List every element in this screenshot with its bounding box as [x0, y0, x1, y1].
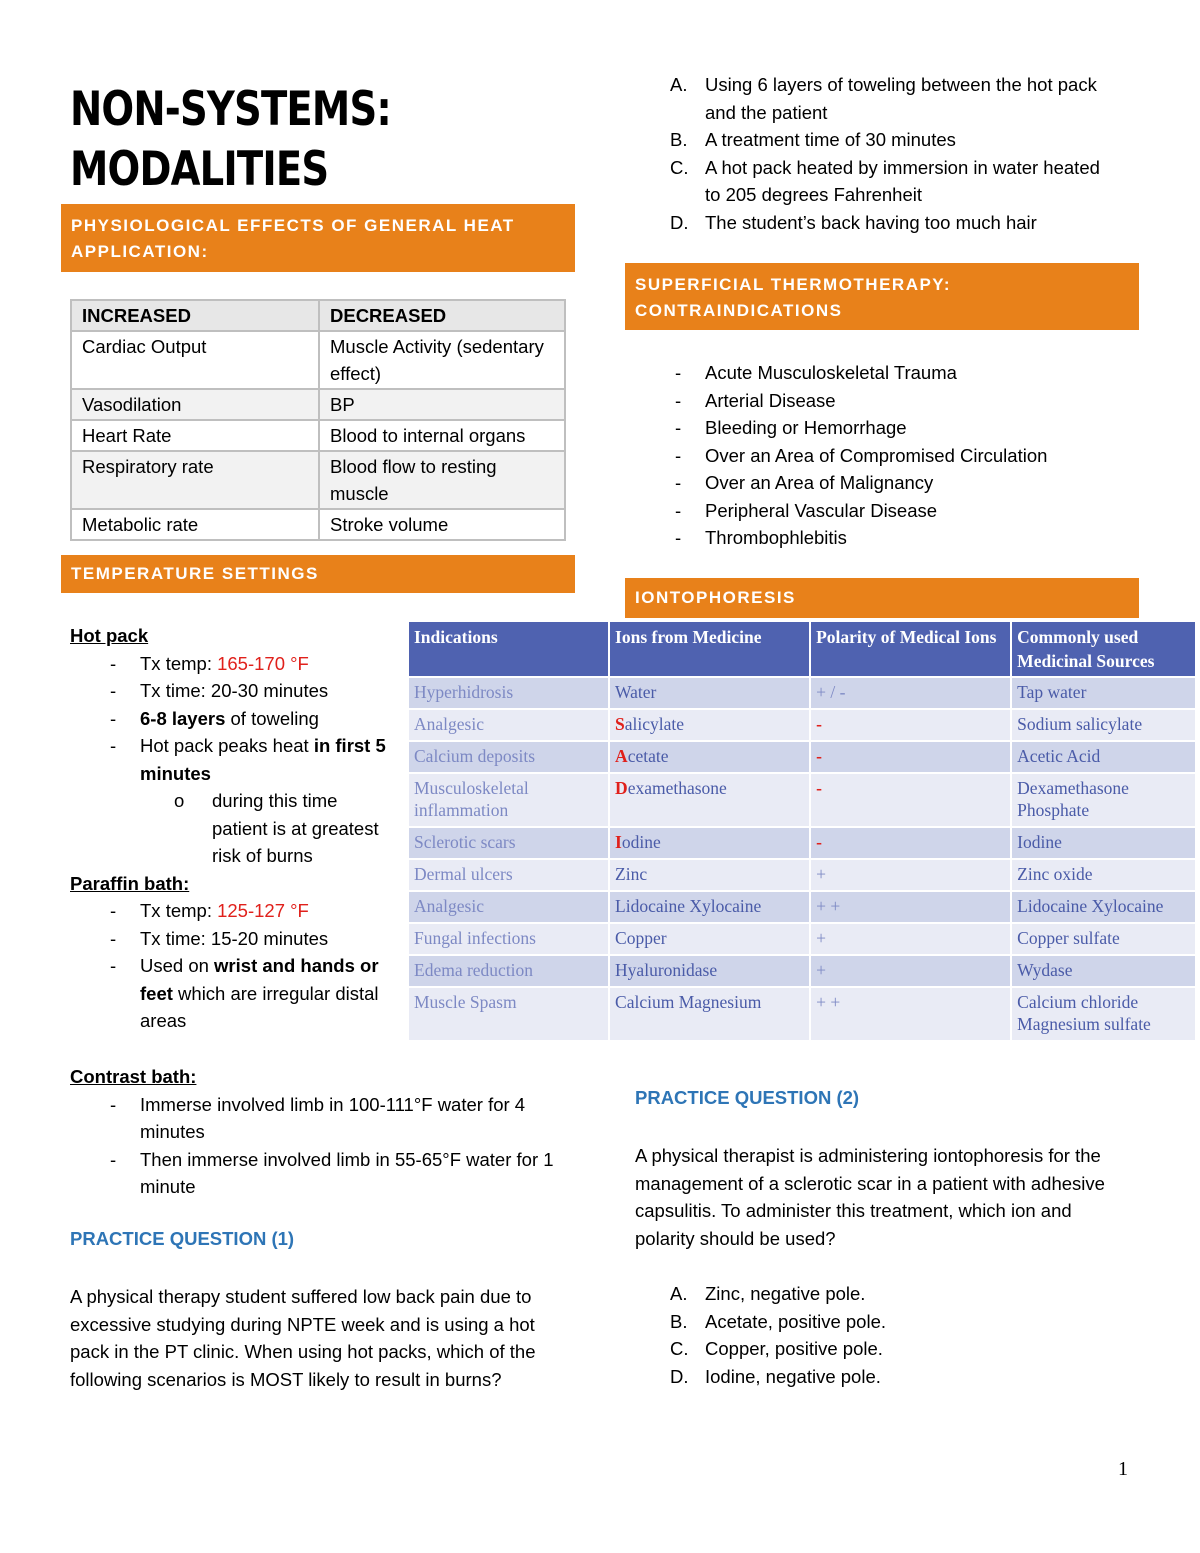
table-row: Heart Rate Blood to internal organs: [71, 420, 565, 451]
page-number: 1: [1118, 1458, 1128, 1480]
table-row: Metabolic rate Stroke volume: [71, 509, 565, 540]
table-header: DECREASED: [319, 300, 565, 331]
list-item: - Over an Area of Compromised Circulation: [635, 442, 1135, 470]
answer-option[interactable]: A. Zinc, negative pole.: [670, 1283, 866, 1304]
table-row: Analgesic Salicylate - Sodium salicylate: [409, 709, 1196, 741]
question-2-options: [635, 1280, 1105, 1390]
list-item: - Acute Musculoskeletal Trauma: [635, 359, 1135, 387]
practice-question-2-stem: A physical therapist is administering iontophoresis for the management of a sclerotic scar in a patient with adhesive capsulitis. To administer this treatment, which ion and polarity should be used?: [635, 1145, 1105, 1249]
list-item: - Immerse involved limb in 100-111°F water for 4 minutes: [70, 1091, 570, 1146]
answer-option[interactable]: C. Copper, positive pole.: [670, 1338, 883, 1359]
table-row: Musculoskeletal inflammation Dexamethasone - Dexamethasone Phosphate: [409, 773, 1196, 827]
table-row: Fungal infections Copper + Copper sulfate: [409, 923, 1196, 955]
table-header: INCREASED: [71, 300, 319, 331]
list-item: - Then immerse involved limb in 55-65°F water for 1 minute: [70, 1146, 570, 1201]
heat-effects-banner: PHYSIOLOGICAL EFFECTS OF GENERAL HEAT APPLICATION:: [61, 204, 575, 272]
table-row: Respiratory rate Blood flow to resting muscle: [71, 451, 565, 509]
table-header: Polarity of Medical Ions: [810, 622, 1011, 677]
list-item: - Tx time: 20-30 minutes: [70, 677, 400, 705]
contrast-heading: Contrast bath:: [70, 1066, 197, 1087]
hot-pack-section: [70, 622, 400, 1035]
list-item: - 6-8 layers of toweling: [70, 705, 400, 733]
contraindications-list: [635, 359, 1135, 552]
list-item: - Tx temp: 165-170 °F: [70, 650, 400, 678]
answer-option[interactable]: C. A hot pack heated by immersion in water heated to 205 degrees Fahrenheit: [670, 156, 1100, 205]
answer-option[interactable]: A. Using 6 layers of toweling between the hot pack and the patient: [670, 74, 1097, 123]
table-row: Calcium deposits Acetate - Acetic Acid: [409, 741, 1196, 773]
list-item: - Hot pack peaks heat in first 5 minutes: [70, 732, 400, 787]
list-item: - Tx time: 15-20 minutes: [70, 925, 400, 953]
practice-question-1-stem: A physical therapy student suffered low back pain due to excessive studying during NPTE week and is using a hot pack in the PT clinic. When using hot packs, which of the following scenarios is MOST likely to result in burns?: [70, 1286, 536, 1390]
answer-option[interactable]: B. Acetate, positive pole.: [670, 1310, 886, 1332]
sub-list-item: o during this time patient is at greatest risk of burns: [174, 790, 379, 866]
answer-option[interactable]: D. Iodine, negative pole.: [670, 1365, 881, 1387]
table-row: Muscle Spasm Calcium Magnesium + + Calcium chloride Magnesium sulfate: [409, 987, 1196, 1041]
list-item: - Tx temp: 125-127 °F: [70, 897, 400, 925]
table-row: Hyperhidrosis Water + / - Tap water: [409, 677, 1196, 709]
table-header: Commonly used Medicinal Sources: [1011, 622, 1196, 677]
list-item: - Arterial Disease: [635, 387, 1135, 415]
heat-effects-table: [70, 299, 566, 541]
practice-question-1-heading: PRACTICE QUESTION (1): [70, 1228, 295, 1249]
table-header: Ions from Medicine: [609, 622, 810, 677]
table-header: Indications: [409, 622, 609, 677]
question-1-options: [635, 71, 1105, 236]
list-item: - Bleeding or Hemorrhage: [635, 414, 1135, 442]
iontophoresis-banner: IONTOPHORESIS: [625, 578, 1139, 618]
answer-option[interactable]: B. A treatment time of 30 minutes: [670, 129, 956, 150]
temperature-banner: TEMPERATURE SETTINGS: [61, 555, 575, 593]
hot-pack-heading: Hot pack: [70, 625, 149, 646]
contraindications-banner: SUPERFICIAL THERMOTHERAPY: CONTRAINDICATIONS: [625, 263, 1139, 330]
page-title: NON-SYSTEMS: MODALITIES: [70, 82, 391, 197]
table-row: Dermal ulcers Zinc + Zinc oxide: [409, 859, 1196, 891]
list-item: - Thrombophlebitis: [635, 524, 1135, 552]
table-row: Edema reduction Hyaluronidase + Wydase: [409, 955, 1196, 987]
table-row: Analgesic Lidocaine Xylocaine + + Lidocaine Xylocaine: [409, 891, 1196, 923]
table-row: Vasodilation BP: [71, 389, 565, 420]
answer-option[interactable]: D. The student’s back having too much hair: [670, 211, 1037, 233]
iontophoresis-table: [409, 622, 1197, 1042]
list-item: - Peripheral Vascular Disease: [635, 497, 1135, 525]
practice-question-2-heading: PRACTICE QUESTION (2): [635, 1087, 860, 1108]
paraffin-heading: Paraffin bath:: [70, 872, 190, 894]
list-item: - Used on wrist and hands or feet which are irregular distal areas: [70, 952, 400, 1035]
contrast-section: [70, 1063, 570, 1201]
table-row: Sclerotic scars Iodine - Iodine: [409, 827, 1196, 859]
table-row: Cardiac Output Muscle Activity (sedentary effect): [71, 331, 565, 389]
list-item: - Over an Area of Malignancy: [635, 469, 1135, 497]
